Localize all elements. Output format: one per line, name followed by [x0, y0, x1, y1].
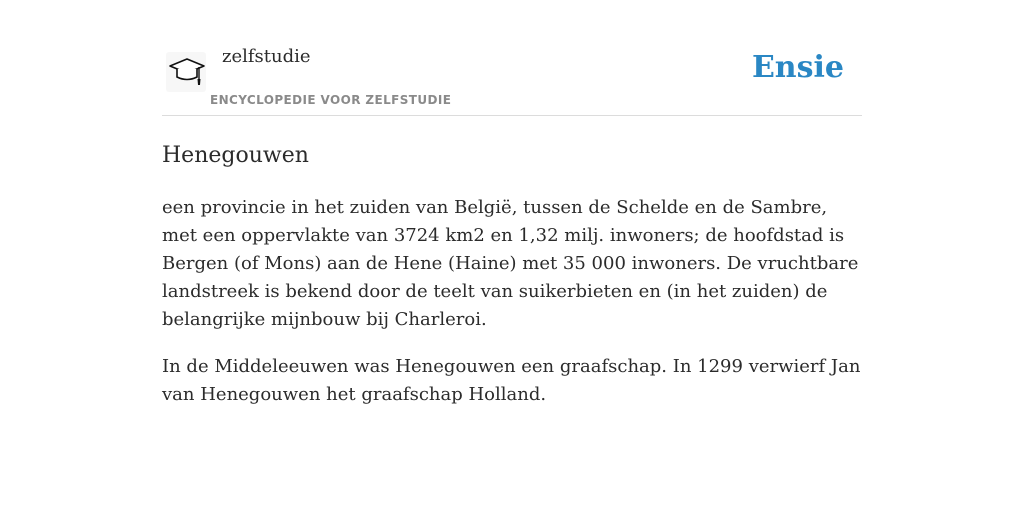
site-tagline: ENCYCLOPEDIE VOOR ZELFSTUDIE: [210, 93, 452, 107]
article-paragraph: In de Middeleeuwen was Henegouwen een graafschap. In 1299 verwierf Jan van Henegouwen het graafschap Holland.: [162, 356, 861, 405]
article-paragraph: een provincie in het zuiden van België, tussen de Schelde en de Sambre, met een oppervlakte van 3724 km2 en 1,32 milj. inwoners; de hoofdstad is Bergen (of Mons) aan de Hene (Haine) met 35 000 inwoners. De vruchtbare landstreek is bekend door de teelt van suikerbieten en (in het zuiden) de belangrijke mijnbouw bij Charleroi.: [162, 197, 859, 330]
article-body: [162, 194, 862, 409]
ensie-logo-link[interactable]: Ensie: [751, 50, 844, 85]
site-header: [162, 0, 862, 116]
page-container: [162, 0, 862, 409]
site-name-link[interactable]: zelfstudie: [222, 46, 311, 67]
article-title: Henegouwen: [162, 143, 309, 168]
graduation-cap-icon[interactable]: [166, 52, 206, 92]
